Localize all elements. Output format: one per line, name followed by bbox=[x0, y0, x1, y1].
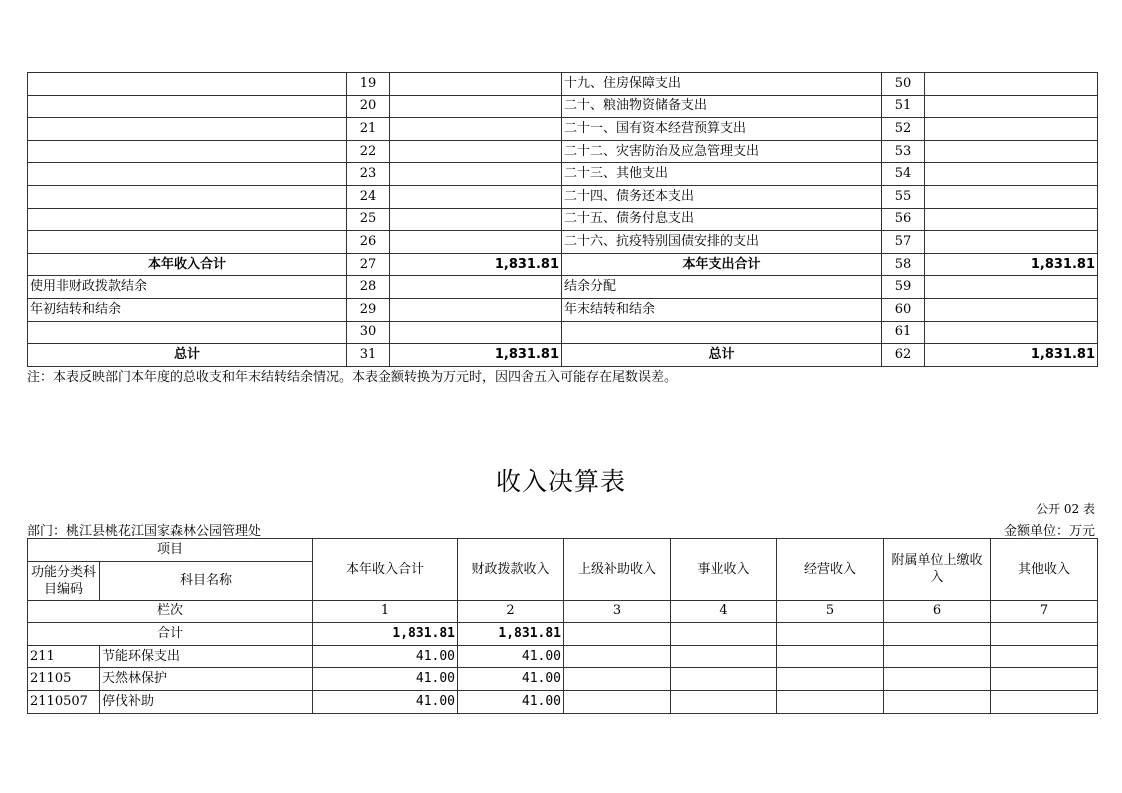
right-item-label: 本年支出合计 bbox=[562, 253, 882, 276]
income-value: 41.00 bbox=[458, 690, 564, 713]
total-value bbox=[564, 623, 671, 646]
table-note: 注：本表反映部门本年度的总收支和年末结转结余情况。本表金额转换为万元时，因四舍五入可能存在尾数误差。 bbox=[27, 370, 678, 385]
table-row bbox=[28, 208, 1098, 231]
left-amount bbox=[390, 95, 562, 118]
right-item-label: 二十、粮油物资储备支出 bbox=[562, 95, 882, 118]
left-amount bbox=[390, 231, 562, 254]
right-item-label: 二十一、国有资本经营预算支出 bbox=[562, 118, 882, 141]
left-line-number: 22 bbox=[347, 140, 390, 163]
right-line-number: 59 bbox=[882, 276, 925, 299]
left-amount: 1,831.81 bbox=[390, 253, 562, 276]
line-number: 2 bbox=[458, 600, 564, 623]
function-code: 211 bbox=[28, 645, 100, 668]
right-item-label: 年末结转和结余 bbox=[562, 298, 882, 321]
income-value bbox=[564, 668, 671, 691]
right-line-number: 54 bbox=[882, 163, 925, 186]
right-line-number: 55 bbox=[882, 185, 925, 208]
income-value: 41.00 bbox=[313, 645, 458, 668]
income-value bbox=[671, 645, 777, 668]
right-item-label: 二十三、其他支出 bbox=[562, 163, 882, 186]
col-header-1: 本年收入合计 bbox=[313, 539, 458, 601]
right-amount: 1,831.81 bbox=[925, 253, 1098, 276]
table-row bbox=[28, 276, 1098, 299]
left-amount bbox=[390, 208, 562, 231]
function-code: 2110507 bbox=[28, 690, 100, 713]
right-line-number: 56 bbox=[882, 208, 925, 231]
table-row bbox=[28, 231, 1098, 254]
income-value bbox=[884, 690, 991, 713]
right-amount bbox=[925, 276, 1098, 299]
right-item-label: 十九、住房保障支出 bbox=[562, 73, 882, 96]
right-amount bbox=[925, 185, 1098, 208]
line-number: 3 bbox=[564, 600, 671, 623]
right-item-label: 二十二、灾害防治及应急管理支出 bbox=[562, 140, 882, 163]
income-value bbox=[564, 645, 671, 668]
income-value bbox=[991, 668, 1098, 691]
right-line-number: 51 bbox=[882, 95, 925, 118]
line-number-row bbox=[28, 600, 1098, 623]
income-value bbox=[884, 668, 991, 691]
summary-table-body bbox=[28, 73, 1098, 367]
right-item-label: 二十五、债务付息支出 bbox=[562, 208, 882, 231]
line-number: 5 bbox=[777, 600, 884, 623]
line-number: 7 bbox=[991, 600, 1098, 623]
right-amount bbox=[925, 231, 1098, 254]
left-amount bbox=[390, 276, 562, 299]
col-header-5: 经营收入 bbox=[777, 539, 884, 601]
department-label: 部门：桃江县桃花江国家森林公园管理处 bbox=[27, 524, 262, 539]
right-amount bbox=[925, 208, 1098, 231]
left-line-number: 27 bbox=[347, 253, 390, 276]
right-amount: 1,831.81 bbox=[925, 344, 1098, 367]
income-value: 41.00 bbox=[458, 645, 564, 668]
left-item-label bbox=[28, 140, 347, 163]
left-item-label: 年初结转和结余 bbox=[28, 298, 347, 321]
left-line-number: 21 bbox=[347, 118, 390, 141]
income-table bbox=[27, 538, 1098, 714]
income-value bbox=[991, 645, 1098, 668]
left-amount bbox=[390, 185, 562, 208]
col-header-4: 事业收入 bbox=[671, 539, 777, 601]
left-line-number: 20 bbox=[347, 95, 390, 118]
right-amount bbox=[925, 298, 1098, 321]
left-line-number: 30 bbox=[347, 321, 390, 344]
right-line-number: 53 bbox=[882, 140, 925, 163]
left-line-number: 26 bbox=[347, 231, 390, 254]
left-item-label bbox=[28, 95, 347, 118]
right-line-number: 61 bbox=[882, 321, 925, 344]
income-value bbox=[564, 690, 671, 713]
left-amount bbox=[390, 321, 562, 344]
income-value: 41.00 bbox=[313, 690, 458, 713]
table-row bbox=[28, 163, 1098, 186]
line-number: 6 bbox=[884, 600, 991, 623]
left-line-number: 23 bbox=[347, 163, 390, 186]
subject-name-header: 科目名称 bbox=[100, 561, 313, 600]
unit-label: 金额单位：万元 bbox=[1003, 524, 1095, 539]
subject-name: 天然林保护 bbox=[100, 668, 313, 691]
income-rows bbox=[28, 645, 1098, 713]
left-line-number: 31 bbox=[347, 344, 390, 367]
income-value bbox=[671, 668, 777, 691]
right-item-label: 二十六、抗疫特别国债安排的支出 bbox=[562, 231, 882, 254]
right-item-label: 总计 bbox=[562, 344, 882, 367]
table-row bbox=[28, 185, 1098, 208]
right-line-number: 60 bbox=[882, 298, 925, 321]
table-row bbox=[28, 321, 1098, 344]
left-item-label bbox=[28, 118, 347, 141]
right-item-label bbox=[562, 321, 882, 344]
table-row bbox=[28, 645, 1098, 668]
income-value bbox=[777, 645, 884, 668]
table-row bbox=[28, 95, 1098, 118]
subject-name: 节能环保支出 bbox=[100, 645, 313, 668]
right-line-number: 58 bbox=[882, 253, 925, 276]
total-row bbox=[28, 623, 1098, 646]
col-header-3: 上级补助收入 bbox=[564, 539, 671, 601]
function-code: 21105 bbox=[28, 668, 100, 691]
left-amount: 1,831.81 bbox=[390, 344, 562, 367]
line-number: 1 bbox=[313, 600, 458, 623]
income-value bbox=[884, 645, 991, 668]
left-line-number: 19 bbox=[347, 73, 390, 96]
right-item-label: 二十四、债务还本支出 bbox=[562, 185, 882, 208]
summary-table bbox=[27, 72, 1098, 367]
left-item-label bbox=[28, 185, 347, 208]
table-row bbox=[28, 118, 1098, 141]
left-item-label: 本年收入合计 bbox=[28, 253, 347, 276]
left-item-label bbox=[28, 321, 347, 344]
col-header-7: 其他收入 bbox=[991, 539, 1098, 601]
func-code-header: 功能分类科目编码 bbox=[28, 561, 100, 600]
left-line-number: 24 bbox=[347, 185, 390, 208]
total-value bbox=[671, 623, 777, 646]
table-row bbox=[28, 298, 1098, 321]
income-value bbox=[777, 690, 884, 713]
left-item-label bbox=[28, 208, 347, 231]
income-value: 41.00 bbox=[313, 668, 458, 691]
table-code: 公开 02 表 bbox=[1036, 502, 1095, 516]
left-item-label bbox=[28, 231, 347, 254]
left-amount bbox=[390, 163, 562, 186]
grand-total-row bbox=[28, 344, 1098, 367]
col-header-6: 附属单位上缴收入 bbox=[884, 539, 991, 601]
left-amount bbox=[390, 298, 562, 321]
right-amount bbox=[925, 163, 1098, 186]
right-amount bbox=[925, 321, 1098, 344]
col-header-2: 财政拨款收入 bbox=[458, 539, 564, 601]
right-item-label: 结余分配 bbox=[562, 276, 882, 299]
left-amount bbox=[390, 118, 562, 141]
table-row bbox=[28, 668, 1098, 691]
right-amount bbox=[925, 140, 1098, 163]
line-label: 栏次 bbox=[28, 600, 313, 623]
income-value bbox=[777, 668, 884, 691]
left-item-label: 总计 bbox=[28, 344, 347, 367]
line-number: 4 bbox=[671, 600, 777, 623]
item-header: 项目 bbox=[28, 539, 313, 562]
left-item-label bbox=[28, 163, 347, 186]
left-line-number: 28 bbox=[347, 276, 390, 299]
income-value: 41.00 bbox=[458, 668, 564, 691]
left-line-number: 29 bbox=[347, 298, 390, 321]
left-amount bbox=[390, 140, 562, 163]
right-amount bbox=[925, 118, 1098, 141]
total-value: 1,831.81 bbox=[458, 623, 564, 646]
right-line-number: 50 bbox=[882, 73, 925, 96]
table-row bbox=[28, 140, 1098, 163]
right-amount bbox=[925, 73, 1098, 96]
income-value bbox=[991, 690, 1098, 713]
total-value: 1,831.81 bbox=[313, 623, 458, 646]
total-value bbox=[884, 623, 991, 646]
income-total-row bbox=[28, 253, 1098, 276]
total-label: 合计 bbox=[28, 623, 313, 646]
total-value bbox=[777, 623, 884, 646]
total-value bbox=[991, 623, 1098, 646]
right-amount bbox=[925, 95, 1098, 118]
table-row bbox=[28, 690, 1098, 713]
page-title: 收入决算表 bbox=[495, 467, 626, 496]
right-line-number: 52 bbox=[882, 118, 925, 141]
income-value bbox=[671, 690, 777, 713]
left-item-label bbox=[28, 73, 347, 96]
left-line-number: 25 bbox=[347, 208, 390, 231]
subject-name: 停伐补助 bbox=[100, 690, 313, 713]
right-line-number: 57 bbox=[882, 231, 925, 254]
left-item-label: 使用非财政拨款结余 bbox=[28, 276, 347, 299]
right-line-number: 62 bbox=[882, 344, 925, 367]
left-amount bbox=[390, 73, 562, 96]
table-row bbox=[28, 73, 1098, 96]
header-row-item bbox=[28, 539, 1098, 562]
